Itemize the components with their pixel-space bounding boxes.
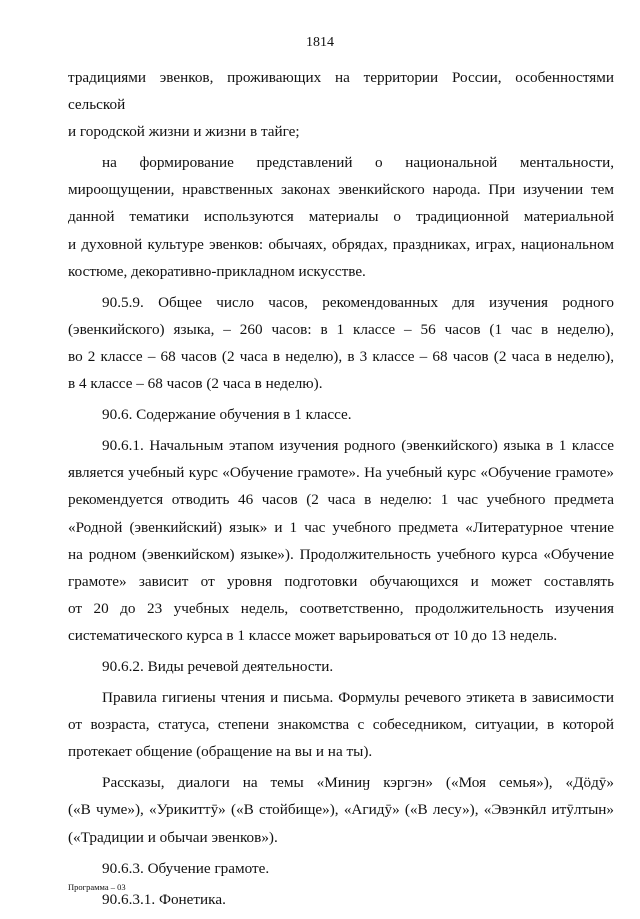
paragraph [68,64,614,145]
text-line: на формирование представлений о национальной ментальности, [102,154,614,172]
text-line: 90.5.9. Общее число часов, рекомендованных для изучения родного [102,293,614,311]
text-line: Правила гигиены чтения и письма. Формулы речевого этикета в зависимости [102,689,614,707]
paragraph [68,684,614,765]
text-line: 90.6.1. Начальным этапом изучения родного (эвенкийского) языка в 1 классе [102,437,614,455]
paragraph [68,289,614,397]
text-line: от возраста, статуса, степени знакомства с собеседником, ситуации, в которой [68,716,614,734]
text-line: систематического курса в 1 классе может варьироваться от 10 до 13 недель. [68,626,558,644]
text-line: в 4 классе – 68 часов (2 часа в неделю). [68,375,323,393]
text-line: традициями эвенков, проживающих на территории России, особенностями сельской [68,69,614,114]
section-heading [68,401,614,428]
paragraph [68,149,614,284]
text-line: и духовной культуре эвенков: обычаях, обрядах, праздниках, играх, национальном [68,235,614,253]
text-line: («Традиции и обычаи эвенков»). [68,828,278,846]
text-line: («В чуме»), «Урикиттӯ» («В стойбище»), «Агидӯ» («В лесу»), «Эвэнкӣл итӯлтын» [68,801,614,819]
text-line: 90.6.2. Виды речевой деятельности. [102,657,334,675]
text-line: Рассказы, диалоги на темы «Миниӈ кэргэн» («Моя семья»), «Дӧдӯ» [102,774,614,792]
page-number: 1814 [306,35,334,50]
text-line: (эвенкийского) языка, – 260 часов: в 1 классе – 56 часов (1 час в неделю), [68,320,614,338]
document-body [68,64,614,913]
text-line: грамоте» зависит от уровня подготовки обучающихся и может составлять [68,572,614,590]
text-line: рекомендуется отводить 46 часов (2 часа в неделю: 1 час учебного предмета [68,491,614,509]
text-line: мироощущении, нравственных законах эвенкийского народа. При изучении тем [68,181,614,199]
text-line: во 2 классе – 68 часов (2 часа в неделю), в 3 классе – 68 часов (2 часа в неделю), [68,347,614,365]
text-line: «Родной (эвенкийский) язык» и 1 час учебного предмета «Литературное чтение [68,518,614,536]
text-line: является учебный курс «Обучение грамоте». На учебный курс «Обучение грамоте» [68,464,614,482]
text-line: и городской жизни и жизни в тайге; [68,123,300,141]
text-line: костюме, декоративно-прикладном искусстве. [68,262,366,280]
section-heading [68,886,614,913]
text-line: данной тематики используются материалы о традиционной материальной [68,208,614,226]
paragraph [68,432,614,649]
text-line: от 20 до 23 учебных недель, соответственно, продолжительность изучения [68,599,614,617]
text-line: 90.6.3. Обучение грамоте. [102,859,270,877]
section-heading [68,855,614,882]
section-heading [68,653,614,680]
footer-label: Программа – 03 [68,882,126,892]
paragraph [68,769,614,850]
text-line: 90.6. Содержание обучения в 1 классе. [102,406,352,424]
text-line: 90.6.3.1. Фонетика. [102,890,226,908]
text-line: на родном (эвенкийском) языке»). Продолжительность учебного курса «Обучение [68,545,614,563]
text-line: протекает общение (обращение на вы и на ты). [68,743,373,761]
